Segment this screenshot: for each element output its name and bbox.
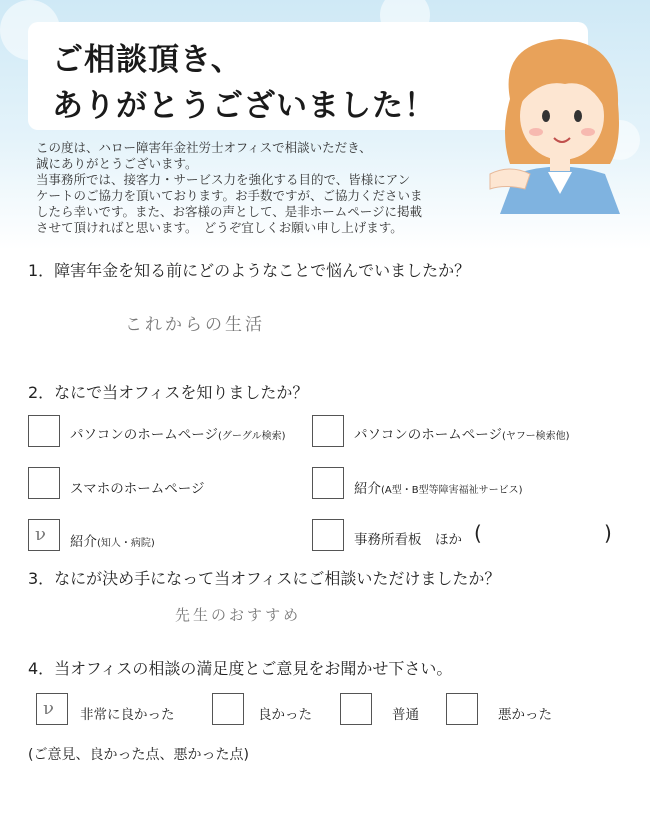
paren-close: ) <box>604 521 612 545</box>
question-2: 2．なにで当オフィスを知りましたか？ <box>28 383 309 402</box>
intro-text <box>36 140 486 236</box>
option-referral-acquaintance: 紹介(知人・病院) <box>70 534 155 550</box>
option-good: 良かった <box>258 707 312 723</box>
option-office-sign: 事務所看板 ほか <box>354 532 462 548</box>
intro-line: ケートのご協力を頂いております。お手数ですが、ご協力くださいま <box>36 188 423 203</box>
checkbox-pc-google[interactable] <box>28 415 60 447</box>
question-4: 4．当オフィスの相談の満足度とご意見をお聞かせ下さい。 <box>28 659 453 678</box>
checkbox-smartphone[interactable] <box>28 467 60 499</box>
page-title-line-2: ありがとうございました！ <box>52 88 436 124</box>
checkbox-normal[interactable] <box>340 693 372 725</box>
checkbox-referral-service[interactable] <box>312 467 344 499</box>
option-very-good: 非常に良かった <box>80 707 175 723</box>
check-mark: ν <box>35 524 46 545</box>
paren-open: ( <box>474 521 482 545</box>
option-referral-service: 紹介(A型・B型等障害福祉サービス) <box>354 481 523 497</box>
checkbox-pc-yahoo[interactable] <box>312 415 344 447</box>
comment-label: (ご意見、良かった点、悪かった点) <box>28 747 249 763</box>
option-smartphone: スマホのホームページ <box>70 481 205 497</box>
page-title-line-1: ご相談頂き、 <box>52 42 243 78</box>
answer-1-handwritten: これからの生活 <box>125 315 265 335</box>
question-3: 3．なにが決め手になって当オフィスにご相談いただけましたか？ <box>28 569 501 588</box>
check-mark: ν <box>43 698 54 719</box>
checkbox-referral-acquaintance[interactable] <box>28 519 60 551</box>
option-pc-google: パソコンのホームページ(グーグル検索) <box>70 427 286 443</box>
intro-line: したら幸いです。また、お客様の声として、是非ホームページに掲載 <box>36 204 423 219</box>
intro-line: させて頂ければと思います。 どうぞ宜しくお願い申し上げます。 <box>36 220 403 235</box>
intro-line: この度は、ハロー障害年金社労士オフィスで相談いただき、 <box>36 140 372 155</box>
option-pc-yahoo: パソコンのホームページ(ヤフー検索他) <box>354 427 570 443</box>
checkbox-office-sign[interactable] <box>312 519 344 551</box>
checkbox-very-good[interactable] <box>36 693 68 725</box>
intro-line: 誠にありがとうございます。 <box>36 156 198 171</box>
staff-illustration <box>470 24 640 214</box>
question-1: 1．障害年金を知る前にどのようなことで悩んでいましたか？ <box>28 261 471 280</box>
checkbox-good[interactable] <box>212 693 244 725</box>
checkbox-bad[interactable] <box>446 693 478 725</box>
option-bad: 悪かった <box>498 707 552 723</box>
option-normal: 普通 <box>392 707 419 723</box>
answer-3-handwritten: 先生のおすすめ <box>175 606 302 624</box>
intro-line: 当事務所では、接客力・サービス力を強化する目的で、皆様にアン <box>36 172 411 187</box>
